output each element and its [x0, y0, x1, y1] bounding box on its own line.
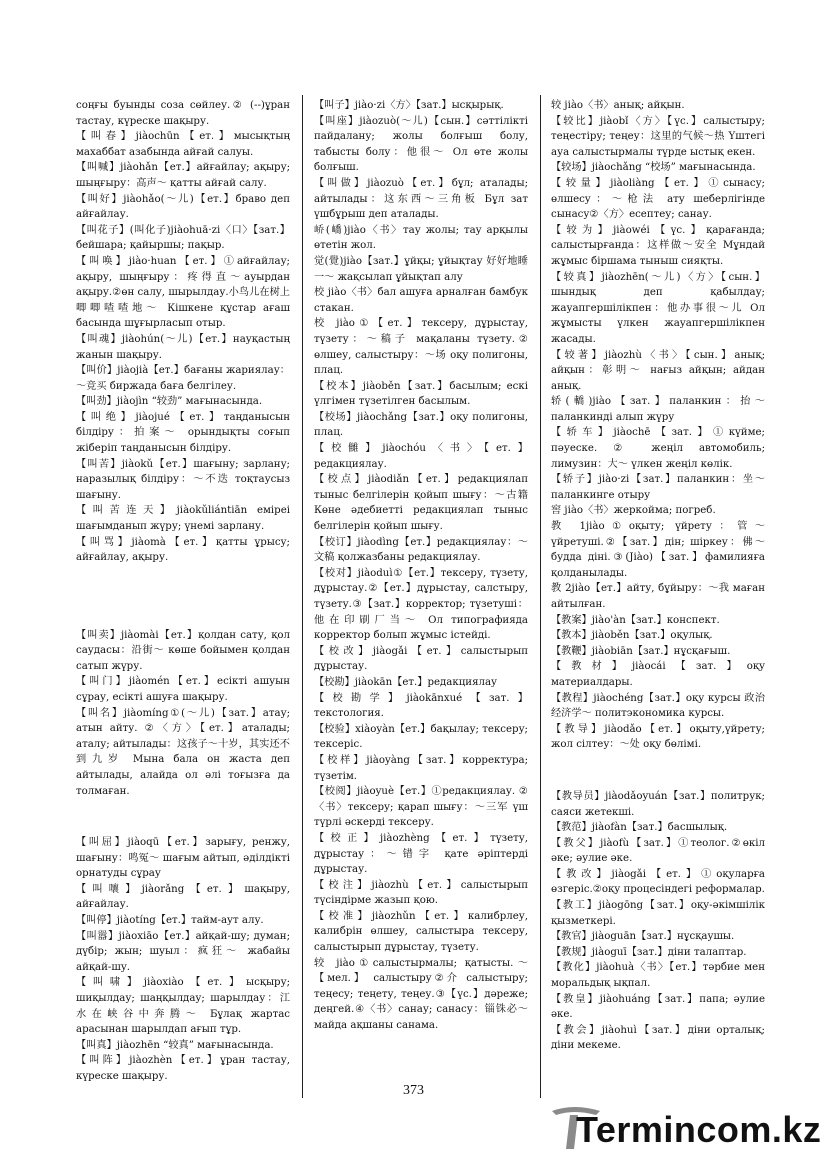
dictionary-entry: 【校勘学】jiàokānxué【зат.】текстология.: [314, 692, 528, 720]
dictionary-entry: 【轿子】jiào·zi【зат.】паланкин：坐～ паланкинге отыру: [551, 474, 765, 501]
dictionary-entry: 【较为】jiàowéi【үс.】қарағанда; салыстырғанда：这样做～安全 Мұндай жұмыс біршама тыныш сияқты.: [551, 224, 765, 267]
dictionary-entry: 【叫魂】jiàohún(～儿)【ет.】науқастың жанын шақыру.: [76, 333, 290, 361]
dictionary-entry: 【叫春】jiàochūn【ет.】мысықтың махаббат азабында айғай салуы.: [76, 131, 290, 158]
dictionary-entry: 【教会】jiàohuì【зат.】діни орталық; діни мекеме.: [551, 1024, 765, 1052]
dictionary-entry: 峤(嶠)jiào〈书〉тау жолы; тау арқылы өтетін жол.: [314, 224, 528, 252]
dictionary-entry: 【叫子】jiào·zi〈方〉【зат.】ысқырық.: [314, 100, 504, 111]
dictionary-entry: 【叫喊】jiàohǎn【ет.】айғайлау; ақыру; шыңғыру：高声～ қатты айғай салу.: [76, 162, 290, 189]
dictionary-entry: 【叫做】jiàozuò【ет.】бұл; аталады; айтылады：这东西～三角板 Бұл зат үшбұрыш деп аталады.: [314, 177, 528, 221]
dictionary-entry: 较 jiào〈书〉анық; айқын.: [551, 100, 685, 111]
dictionary-entry: 【叫花子】(叫化子)jiàohuā·zi〈口〉【зат.】бейшара; қайыршы; пақыр.: [76, 224, 290, 252]
dictionary-entry: 【教皇】jiàohuáng【зат.】папа; әулие әке.: [551, 993, 765, 1021]
column-divider: [302, 95, 303, 1098]
dictionary-entry: 校 jiào①【ет.】тексеру, дұрыстау, түзету：～稿子 мақаланы түзету.② өлшеу, салыстыру：～场 оқу полигоны, плац.: [314, 318, 528, 377]
dictionary-entry: 教 1jiào①оқыту; үйрету：管～ үйретуші.②【зат.】дін; шіркеу：佛～ будда діні.③(Jiào)【зат.】фамилияға қолданылады.: [551, 521, 765, 579]
dictionary-entry: 校 jiào〈书〉бал ашуға арналған бамбук стакан.: [314, 287, 528, 314]
dictionary-entry: 窖 jiào〈书〉жеркойма; погреб.: [551, 505, 716, 517]
dictionary-entry: 【叫名】jiàomíng①(～儿)【зат.】атау; атын айту. ②〈方〉【ет.】аталады; аталу; айтылады：这孩子～十岁，其实还不到九岁 Мына бала он жаста деп айтылады, алайда ол әлі тоғызға да толмаған.: [76, 707, 290, 797]
dictionary-entry: 【叫啸】jiàoxiào【ет.】ысқыру; шиқылдау; шаңқылдау; шарылдау：江水在峡谷中奔腾～ Бұлақ жартас арасынан шарылдап ағып тұр.: [76, 977, 290, 1036]
dictionary-entry: 觉(覺)jiào【зат.】ұйқы; ұйықтау 好好地睡一～ жақсылап ұйықтап алу: [314, 255, 528, 283]
dictionary-entry: 【校阅】jiàoyuè【ет.】①редакциялау. ②〈书〉тексеру; қарап шығу：～三军 үш түрлі әскерді тексеру.: [314, 786, 528, 829]
dictionary-entry: 教 2jiào【ет.】айту, бұйыру：～我 маған айтылған.: [551, 583, 765, 610]
dictionary-entry: 【教父】jiàofù【зат.】①теолог.②өкіл әке; әулие әке.: [551, 837, 765, 865]
dictionary-entry: 【叫劲】jiàojìn “较劲” мағынасында.: [76, 396, 263, 408]
dictionary-entry: 【较著】jiàozhù〈书〉【сын.】анық; айқын：彰明～ нағыз айқын; айдан анық.: [551, 349, 765, 392]
dictionary-entry: 【校验】xiàoyàn【ет.】бақылау; тексеру; тексеріс.: [314, 723, 528, 751]
dictionary-entry: 【教程】jiàochéng【зат.】оқу курсы 政治经济学～ политэкономика курсы.: [551, 692, 765, 720]
dictionary-entry: 轿(轎)jiào【зат.】паланкин：抬～ паланкинді алып жүру: [551, 396, 765, 423]
dictionary-entry: 【轿车】jiàochē【зат.】①күйме; пәуеске. ② жеңіл автомобиль; лимузин：大～ үлкен жеңіл көлік.: [551, 427, 765, 470]
dictionary-entry: 【教案】jiào'àn【зат.】конспект.: [551, 614, 720, 626]
dictionary-entry: 【叫卖】jiàomài【ет.】қолдан сату, қол саудасы：沿街～ көше бойымен қолдан сатып жүру.: [76, 629, 290, 672]
dictionary-entry: 【叫苦】jiàokǔ【ет.】шағыну; зарлану; наразылық білдіру：～不迭 тоқтаусыз шағыну.: [76, 458, 290, 501]
dictionary-entry: 【叫嚣】jiàoxiāo【ет.】айқай-шу; думан; дүбір; жын; шуыл：疯狂～ жабайы айқай-шу.: [76, 930, 290, 973]
dictionary-entry: 【叫绝】jiàojué【ет.】таңданысын білдіру：拍案～ орындықты соғып жіберіп таңданысын білдіру.: [76, 411, 290, 455]
dictionary-entry: 【校雠】jiàochóu〈书〉【ет.】редакциялау.: [314, 443, 528, 470]
dictionary-entry: 【校注】jiàozhù【ет.】салыстырып түсіндірме жазып қою.: [314, 879, 528, 907]
dictionary-entry: 【教鞭】jiàobiān【зат.】нұсқағыш.: [551, 645, 731, 657]
entry-spacer: [76, 602, 290, 618]
dictionary-entry: 【叫价】jiàojià【ет.】бағаны жариялау：～竞买 биржада баға белгілеу.: [76, 365, 290, 392]
entry-spacer: [76, 576, 290, 592]
logo-text: Termincom.kz: [576, 1109, 822, 1150]
dictionary-entry: 【较真】jiàozhēn(～儿)〈方〉【сын.】шындық деп қабылдау; жауапгершілікпен：他办事很～儿 Ол жұмысты үлкен жауапгершілікпен жасады.: [551, 271, 765, 345]
dictionary-entry: 【校样】jiàoyàng【зат.】корректура; түзетім.: [314, 754, 528, 782]
dictionary-entry: 【较场】jiàochǎng “校场” мағынасында.: [551, 162, 756, 174]
dictionary-entry: 较 jiào①салыстырмалы; қатысты.～【мел.】 салыстыру②介 салыстыру; теңесу; теңету, теңеу.③【үс.】дәреже; деңгей.④〈书〉санау; санасу：锱铢必～ майда ақшаны санама.: [314, 957, 528, 1032]
dictionary-entry: 【教本】jiàoběn【зат.】оқулық.: [551, 630, 713, 642]
dictionary-entry: 【叫屈】jiàoqū【ет.】зарығу, ренжу, шағыну：鸣冤～ шағым айтып, әділдікті орнатуды сұрау: [76, 837, 290, 880]
dictionary-entry: соңғы буынды соза сөйлеу.② (--)ұран тастау, күреске шақыру.: [76, 100, 290, 127]
termincom-logo[interactable]: [548, 1105, 822, 1151]
dictionary-entry: 【叫嚷】jiàorǎng【ет.】шақыру, айғайлау.: [76, 883, 290, 911]
entry-spacer: [551, 763, 765, 779]
dictionary-entry: 【校订】jiàodìng【ет.】редакциялау：～文稿 қолжазбаны редакциялау.: [314, 536, 528, 564]
dictionary-entry: 【较比】jiàobǐ〈方〉【үс.】салыстыру; теңестіру; теңеу：这里的气候～热 Үштегі ауа салыстырмалы түрде ыстық екен.: [551, 115, 765, 158]
dictionary-entry: 【校对】jiàoduì①【ет.】тексеру, түзету, дұрыстау.②【ет.】дұрыстау, салстыру, түзету.③【зат.】корректор; түзетуші：他在印刷厂当～ Ол типографияда корректор болып жұмыс істейді.: [314, 567, 528, 642]
dictionary-entry: 【校正】jiàozhèng【ет.】түзету, дұрыстау：～错字 қате әріптерді дұрыстау.: [314, 832, 528, 876]
dictionary-entry: 【叫好】jiàohǎo(～儿)【ет.】браво деп айғайлау.: [76, 193, 290, 221]
dictionary-column-3: [551, 98, 765, 1054]
dictionary-entry: 【叫苦连天】jiàokǔliántiān еміреі шағымданып жүру; үнемі зарлану.: [76, 505, 290, 533]
dictionary-entry: 【教规】jiàoguī【зат.】діни талаптар.: [551, 946, 747, 958]
dictionary-entry: 【教化】jiàohuà〈书〉【ет.】тәрбие мен моральдық ықпал.: [551, 962, 765, 990]
dictionary-entry: 【叫唤】jiào·huan【ет.】①айғайлау; ақыру, шыңғыру：疼得直～ауырдан ақыру.②өн салу, шырылдау.小鸟儿在树上唧唧喳喳地～ Кішкене құстар ағаш басында шұғырласып отыр.: [76, 255, 290, 330]
dictionary-entry: 【叫真】jiàozhēn “较真” мағынасында.: [76, 1039, 274, 1051]
dictionary-entry: 【叫停】jiàotíng【ет.】тайм-аут алу.: [76, 915, 264, 927]
dictionary-entry: 【校勘】jiàokān【ет.】редакциялау: [314, 676, 498, 688]
dictionary-entry: 【叫座】jiàozuò(～儿)【сын.】сәттілікті пайдалану; жолы болғыш болу, табысты болу：他很～ Ол өте жолы болғыш.: [314, 115, 528, 174]
dictionary-entry: 【教导】jiàodǎo【ет.】оқыту,үйрету; жол сілтеу：～处 оқу бөлімі.: [551, 723, 765, 751]
dictionary-entry: 【教官】jiàoguān【зат.】нұсқаушы.: [551, 931, 735, 943]
dictionary-entry: 【教范】jiàofàn【зат.】басшылық.: [551, 822, 728, 834]
dictionary-entry: 【教材】jiàocái【зат.】оқу материалдары.: [551, 661, 765, 688]
dictionary-entry: 【校改】jiàogǎi【ет.】салыстырып дұрыстау.: [314, 645, 528, 673]
dictionary-column-1: [76, 98, 290, 1085]
dictionary-entry: 【校本】jiàoběn【зат.】басылым; ескі үлгімен түзетілген басылым.: [314, 380, 528, 408]
page-number: 373: [403, 1083, 424, 1098]
dictionary-entry: 【叫阵】jiàozhèn【ет.】ұран тастау, күреске шақыру.: [76, 1055, 290, 1082]
dictionary-entry: 【校场】jiàochǎng【зат.】оқу полигоны, плац.: [314, 411, 528, 439]
dictionary-entry: 【校点】jiàodiǎn【ет.】редакциялап тыныс белгілерін қойып шығу：～古籍 Көне әдебиетті редакциялап тыныс белгілерін қойып шығу.: [314, 474, 528, 533]
dictionary-entry: 【叫骂】jiàomà【ет.】қатты ұрысу; айғайлау, ақыру.: [76, 536, 290, 564]
dictionary-entry: 【教导员】jiàodǎoyuán【зат.】политрук; саяси жетекші.: [551, 790, 765, 818]
dictionary-entry: 【教工】jiàogōng【зат.】оқу-әкімшілік қызметкері.: [551, 900, 765, 927]
dictionary-entry: 【校准】jiàozhǔn【ет.】калибрлеу, калибрін өлшеу, салыстыра тексеру, салыстырып дұрыстау, түзету.: [314, 910, 528, 954]
dictionary-column-2: [314, 98, 528, 1034]
column-divider: [540, 95, 541, 1098]
dictionary-entry: 【教改】jiàogǎi【ет.】①оқуларға өзгеріс.②оқу процесіндегі реформалар.: [551, 868, 765, 896]
dictionary-entry: 【较量】jiàoliàng【ет.】①сынасу; өлшесу：～枪法 ату шеберлігінде сынасу②〈方〉есептеу; санау.: [551, 177, 765, 221]
dictionary-entry: 【叫门】jiàomén【ет.】есікті ашуын сұрау, есікті ашуға шақыру.: [76, 676, 290, 703]
entry-spacer: [76, 809, 290, 825]
